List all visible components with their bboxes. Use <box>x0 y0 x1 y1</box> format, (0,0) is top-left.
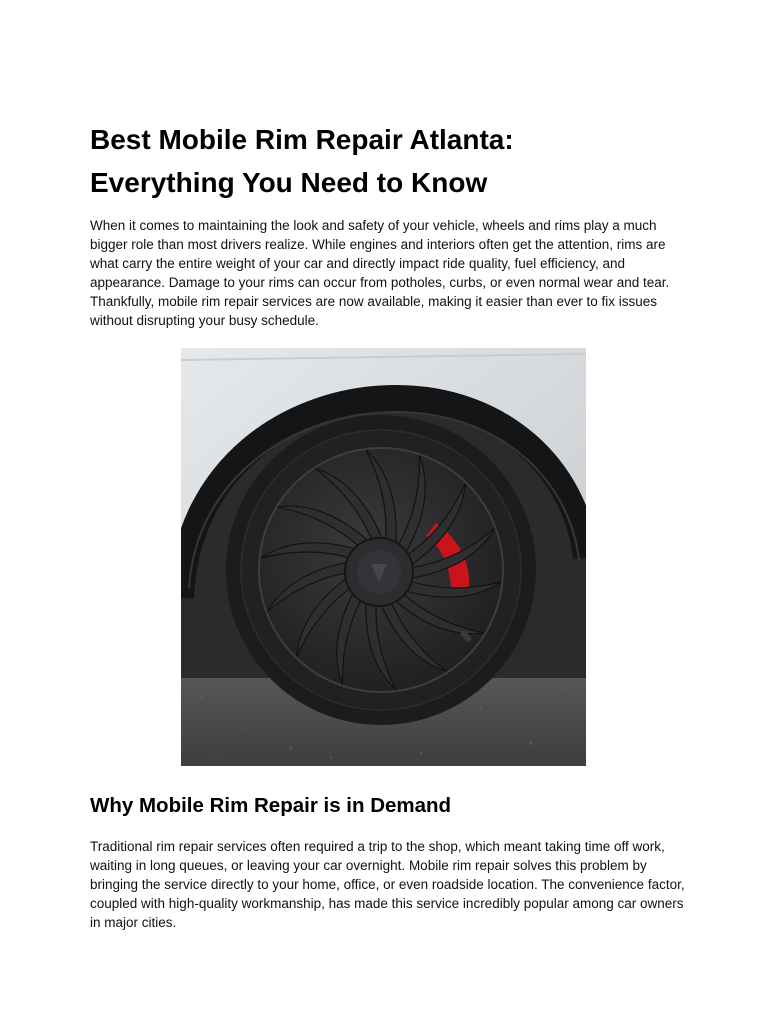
section-heading: Why Mobile Rim Repair is in Demand <box>90 794 452 817</box>
intro-paragraph: When it comes to maintaining the look and safety of your vehicle, wheels and rims play a much bigger role than most drivers realize. While engines and interiors often get the attention, rims are what carry the entire weight of your car and directly impact ride quality, fuel efficiency, and appearance. Damage to your rims can occur from potholes, curbs, or even normal wear and tear. Thankfully, mobile rim repair services are now available, making it easier than ever to fix issues without disrupting your busy schedule. <box>90 218 670 328</box>
article-title-line-1: Best Mobile Rim Repair Atlanta: <box>90 124 514 155</box>
car-wheel-photo <box>181 348 586 766</box>
article-title <box>90 118 690 204</box>
car-wheel-illustration <box>181 348 586 766</box>
article-title-line-2: Everything You Need to Know <box>90 167 488 198</box>
section-paragraph: Traditional rim repair services often required a trip to the shop, which meant taking time off work, waiting in long queues, or leaving your car overnight. Mobile rim repair solves this problem by bringing the service directly to your home, office, or even roadside location. The convenience factor, coupled with high-quality workmanship, has made this service incredibly popular among car owners in major cities. <box>90 839 685 930</box>
